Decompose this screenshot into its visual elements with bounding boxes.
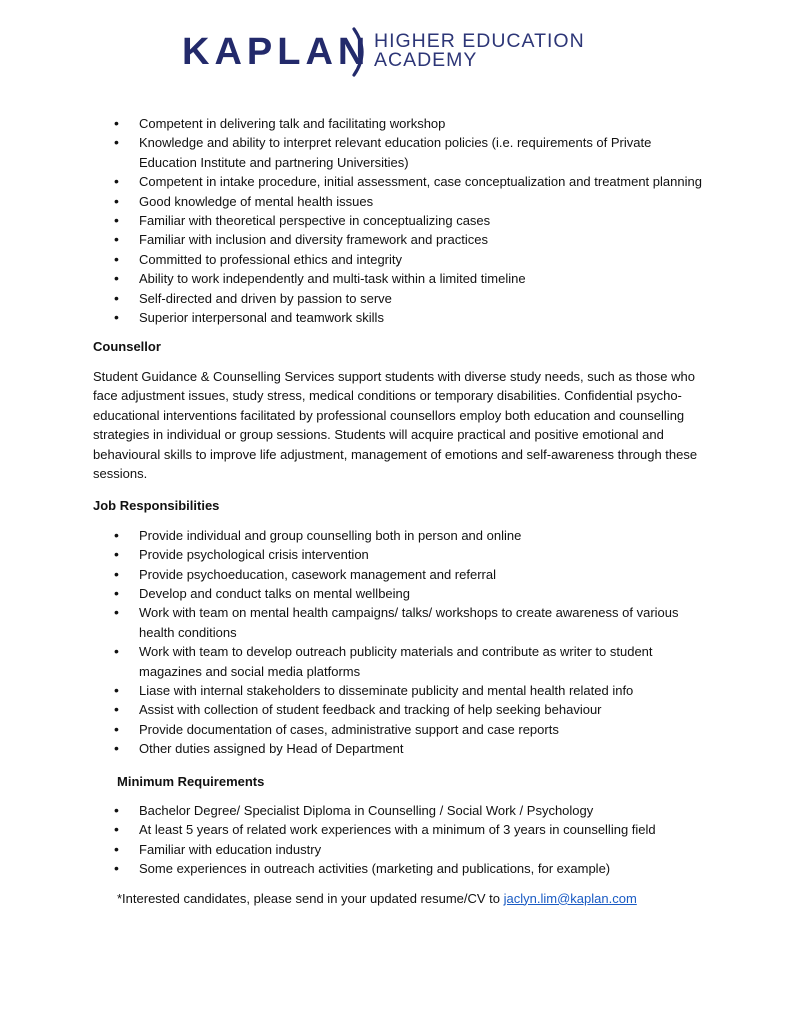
counsellor-heading: Counsellor [93, 339, 161, 355]
list-item: • Provide individual and group counselling both in person and online [139, 526, 703, 545]
counsellor-description: Student Guidance & Counselling Services support students with diverse study needs, such as those who face adjustment issues, study stress, medical conditions or temporary disabilities. Confidential psycho-educational interventions facilitated by professional counsellors employ both education and counselling strategies in individual or group sessions. Students will acquire practical and positive emotional and behavioural skills to improve life adjustment, management of emotions and self-awareness through these sessions. [93, 368, 698, 481]
list-item: • Self-directed and driven by passion to serve [139, 289, 703, 308]
list-item: • Knowledge and ability to interpret relevant education policies (i.e. requirements of Private Education Institute and partnering Universities) [139, 133, 703, 172]
logo-subtitle-line1: HIGHER EDUCATION [374, 30, 585, 52]
list-item: • Work with team on mental health campaigns/ talks/ workshops to create awareness of various health conditions [139, 603, 703, 642]
requirements-heading: Minimum Requirements [117, 773, 265, 789]
requirements-list [93, 801, 703, 879]
list-item: • Liase with internal stakeholders to disseminate publicity and mental health related info [139, 681, 703, 700]
kaplan-logo [182, 26, 602, 78]
competency-list [93, 114, 703, 327]
list-item: • At least 5 years of related work experiences with a minimum of 3 years in counselling field [139, 820, 703, 839]
list-item: • Assist with collection of student feedback and tracking of help seeking behaviour [139, 700, 703, 719]
list-item: • Some experiences in outreach activities (marketing and publications, for example) [139, 859, 703, 878]
list-item: • Ability to work independently and multi-task within a limited timeline [139, 269, 703, 288]
list-item: • Superior interpersonal and teamwork skills [139, 308, 703, 327]
list-item: • Work with team to develop outreach publicity materials and contribute as writer to student magazines and social media platforms [139, 642, 703, 681]
list-item: • Competent in delivering talk and facilitating workshop [139, 114, 703, 133]
list-item: • Good knowledge of mental health issues [139, 192, 703, 211]
application-note [93, 889, 703, 908]
document-body [93, 114, 703, 908]
application-note-text: *Interested candidates, please send in your updated resume/CV to [117, 890, 504, 906]
list-item: • Provide documentation of cases, administrative support and case reports [139, 720, 703, 739]
list-item: • Provide psychoeducation, casework management and referral [139, 565, 703, 584]
list-item: • Committed to professional ethics and integrity [139, 250, 703, 269]
responsibilities-list [93, 526, 703, 759]
list-item: • Provide psychological crisis intervention [139, 545, 703, 564]
list-item: • Familiar with theoretical perspective in conceptualizing cases [139, 211, 703, 230]
logo-subtitle-line2: ACADEMY [374, 49, 478, 71]
logo-subtitle [374, 32, 585, 70]
logo-wordmark: KAPLAN [182, 31, 371, 73]
list-item: • Develop and conduct talks on mental wellbeing [139, 584, 703, 603]
email-link[interactable]: jaclyn.lim@kaplan.com [503, 890, 637, 906]
list-item: • Bachelor Degree/ Specialist Diploma in Counselling / Social Work / Psychology [139, 801, 703, 820]
list-item: • Familiar with education industry [139, 840, 703, 859]
list-item: • Competent in intake procedure, initial assessment, case conceptualization and treatment planning [139, 172, 703, 191]
list-item: • Familiar with inclusion and diversity framework and practices [139, 230, 703, 249]
logo-arc-icon [350, 26, 374, 78]
list-item: • Other duties assigned by Head of Department [139, 739, 703, 758]
responsibilities-heading: Job Responsibilities [93, 498, 220, 514]
